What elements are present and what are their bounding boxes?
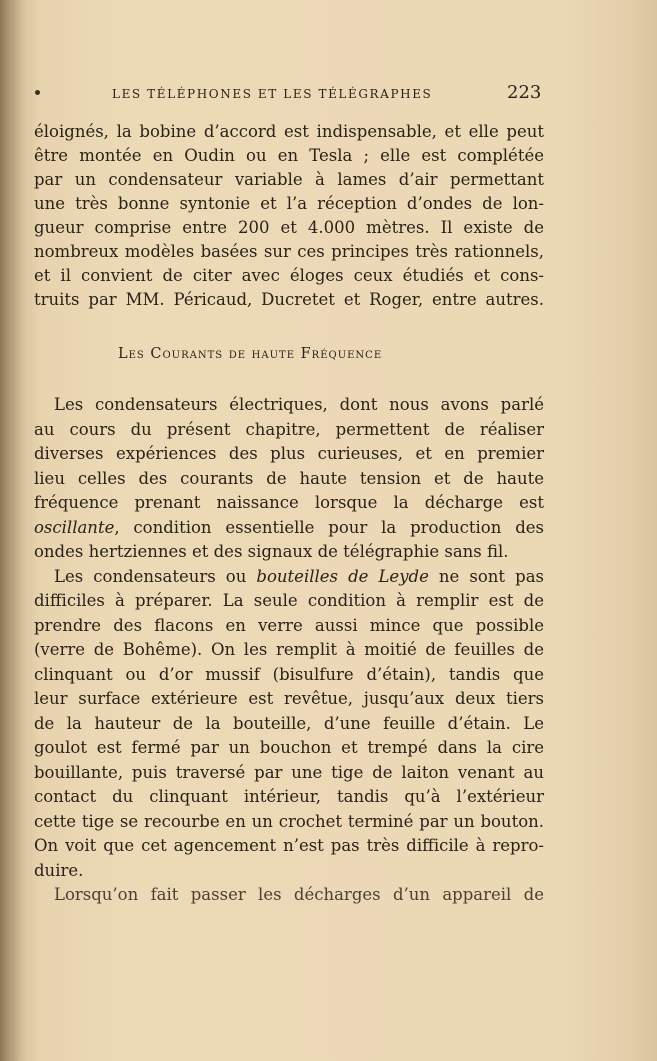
text-line: gueur comprise entre 200 et 4.000 mètres. Il existe de: [34, 218, 544, 237]
running-head-title: LES TÉLÉPHONES ET LES TÉLÉGRAPHES: [112, 87, 433, 101]
text-line: au cours du présent chapitre, permettent de réaliser: [34, 419, 544, 439]
page-number: 223: [507, 82, 542, 103]
text-line: cette tige se recourbe en un crochet terminé par un bouton.: [34, 811, 544, 831]
bullet-mark: [35, 90, 40, 95]
text-line: une très bonne syntonie et l’a réception d’ondes de lon-: [34, 194, 544, 213]
text-line: leur surface extérieure est revêtue, jusqu’aux deux tiers: [34, 689, 544, 708]
text-line: être montée en Oudin ou en Tesla ; elle est complétée: [34, 146, 544, 165]
italic-term: bouteilles de Leyde: [256, 566, 429, 586]
text-line: fréquence prenant naissance lorsque la décharge est: [34, 493, 544, 512]
section-heading: Les Courants de haute Fréquence: [118, 346, 383, 362]
text-line: lieu celles des courants de haute tension et de haute: [34, 468, 544, 488]
text-line: clinquant ou d’or mussif (bisulfure d’étain), tandis que: [34, 664, 544, 684]
text-line-with-italic: [34, 565, 544, 590]
text-line: bouillante, puis traversé par une tige de laiton venant au: [34, 762, 544, 782]
text-line: Lorsqu’on fait passer les décharges d’un appareil de: [54, 885, 544, 904]
text-line: éloignés, la bobine d’accord est indispensable, et elle peut: [34, 122, 544, 141]
body-text: [34, 393, 544, 908]
text-line: diverses expériences des plus curieuses, et en premier: [34, 444, 544, 463]
italic-term: oscillante: [34, 517, 115, 537]
text-line: et il convient de citer avec éloges ceux étudiés et cons-: [34, 266, 544, 285]
text-line: duire.: [34, 860, 84, 880]
text-line: par un condensateur variable à lames d’air permettant: [34, 170, 544, 189]
text-line: contact du clinquant intérieur, tandis qu’à l’extérieur: [34, 787, 544, 806]
text-line: truits par MM. Péricaud, Ducretet et Roger, entre autres.: [34, 290, 544, 309]
text-fragment: , condition essentielle pour la production des: [114, 517, 544, 537]
text-fragment: Les condensateurs ou: [54, 566, 257, 586]
text-line: On voit que cet agencement n’est pas très difficile à repro-: [34, 836, 544, 855]
text-line: Les condensateurs électriques, dont nous avons parlé: [54, 395, 544, 414]
text-line: prendre des flacons en verre aussi mince que possible: [34, 615, 544, 635]
text-line: nombreux modèles basées sur ces principes très rationnels,: [34, 242, 544, 261]
text-line: (verre de Bohême). On les remplit à moitié de feuilles de: [34, 640, 544, 659]
text-line: difficiles à préparer. La seule condition à remplir est de: [34, 591, 544, 610]
text-line: goulot est fermé par un bouchon et trempé dans la cire: [34, 738, 544, 757]
text-fragment: ne sont pas: [428, 566, 544, 586]
text-line-with-italic: [34, 516, 544, 541]
text-line: de la hauteur de la bouteille, d’une feuille d’étain. Le: [34, 713, 544, 733]
paragraph-continuation: [34, 120, 544, 312]
text-line: ondes hertziennes et des signaux de télégraphie sans fil.: [34, 542, 509, 561]
